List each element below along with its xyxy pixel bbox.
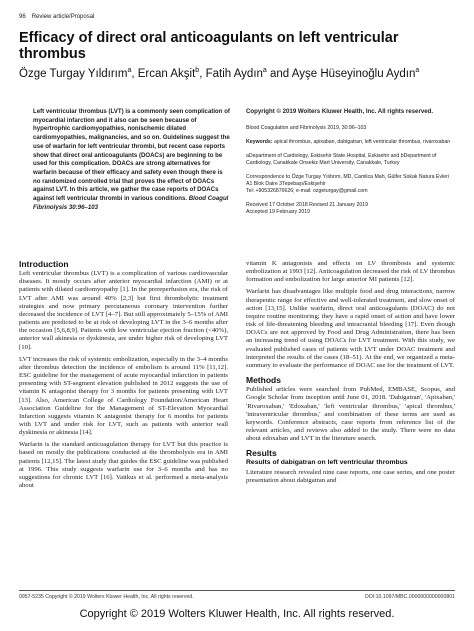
author-separator: , [199,67,206,80]
footer-rule [19,590,455,591]
keywords-label: Keywords: [246,138,273,145]
author-name: Fatih Aydın [205,67,263,80]
abstract-text: Left ventricular thrombus (LVT) is a commonly seen complication of myocardial infarction and it also can be seen because of hypertrophic cardiomyopathies, nonischemic dilated cardiomyopathies, malignancies, and so on. Guidelines suggest the use of warfarin for left ventricular thrombi, but recent case reports show that direct oral anticoagulants (DOACs) are beginning to be used for this complication. DOACs are strong alternatives for warfarin because of their efficacy and safety even though there is no randomized controlled trial that proves the effect of DOACs against LVT. In this article, we gather the case reports of DOACs against left ventricular thrombi in various conditions. [33,108,230,203]
author-name: Ayşe Hüseyinoğlu Aydın [291,67,416,80]
running-header [19,14,94,20]
contact-line: Tel: +905326876626; e-mail: ozgeturgay@gmail.com [246,187,368,194]
section-heading: Methods [246,375,281,386]
left-column [19,260,228,494]
section-heading: Results [246,448,277,459]
keywords [246,139,456,146]
author-affiliation-mark: a [262,67,267,74]
paragraph: Literature research revealed nine case reports, one case series, and one poster presentation about dabigatran and [246,468,455,484]
author-affiliation-mark: a [415,67,420,74]
accepted-date: Accepted 19 February 2019 [246,208,311,215]
author-affiliation-mark: a [127,67,132,74]
author-separator: and [266,67,292,80]
affiliations: aDepartment of Cardiology, Eskisehir State Hospital, Eskisehir and bDepartment of Cardiology, Canakkale Onsekiz Mart University, Canakkale, Turkey [246,152,437,166]
author-affiliation-mark: b [195,67,200,74]
paragraph: Warfarin has disadvantages like multiple food and drug interactions, narrow therapeutic range for effective and well-tolerated treatment, and slow onset of action [13,15]. Unlike warfarin, direct oral anticoagulants (DOAC) do not require routine monitoring; they have a rapid onset of action and have lower risk of life-threatening bleeding and intracranial bleeding [17]. Even though DOACs are not approved by Food and Drug Administration, there has been an increasing trend of using DOACs for LVT treatment. With this study, we evaluated published cases of patients with LVT under DOAC treatment and interpreted the results of the cases (18–51). At the end, we organized a meta-summary to evaluate the performance of DOAC use for the treatment of LVT. [246,288,455,369]
article-title: Efficacy of direct oral anticoagulants on left ventricular thrombus [19,30,399,62]
page-number: 96 [19,14,26,20]
paragraph: LVT increases the risk of systemic embolization, especially in the 3–4 months after thrombus detection the incidence of embolism is around 11% [11,12]. ESC guideline for the management of acute myocardial infarction in patients presenting with ST-segment elevation published in 2012 suggests the use of vitamin K antagonist therapy for 3 months for patients presenting with LVT [13]. Also, American College of Cardiology Foundation/American Heart Association Guideline for the Management of ST-Elevation Myocardial Infarction suggests vitamin K antagonist therapy for 6 months for patients with LVT and under risk for LVT, such as patients with anterior wall dyskinesia or akinesia [14]. [19,355,228,437]
paragraph: Published articles were searched from PubMed, EMBASE, Scopus, and Google Scholar from inception until June 01, 2018. 'Dabigatran', 'Apixaban,' 'Rivaroxaban,' 'Edoxaban,' 'left ventricular thrombus,' 'apical thrombus,' 'intraventricular thrombus,' and combination of these terms are used as keywords. Conference abstracts, case reports from reference list of the relevant articles, and reviews also added to the study. There were no data about edoxaban and LVT in the literature search. [246,386,455,443]
author-name: Ercan Akşit [137,67,196,80]
correspondence: Correspondence to Özge Turgay Yıldırım, MD, Camlica Mah, Gülfer Sokak Natura Evleri A1 Blok Daire 3Tepebaşı/Eskişehir [246,173,449,187]
issn-line: 0957-5235 Copyright © 2019 Wolters Kluwer Health, Inc. All rights reserved. [19,594,194,600]
author-list [19,64,459,81]
copyright-watermark: Copyright © 2019 Wolters Kluwer Health, Inc. All rights reserved. [79,608,395,620]
paragraph: vitamin K antagonists and effects on LV thrombosis and systemic embolization at 1993 [12]. Anticoagulation decreased the risk of LV thrombus formation and embolization for large anterior MI patients [12]. [246,260,455,284]
article-metadata [246,108,456,216]
subsection-heading: Results of dabigatran on left ventricular thrombus [246,459,408,467]
running-title: Review article/Proposal [31,14,95,20]
section-heading: Introduction [19,259,69,269]
received-date: Received 17 October 2018 Revised 21 January 2019 [246,201,368,208]
author-name: Özge Turgay Yıldırım [19,67,128,80]
journal-citation: Blood Coagulation and Fibrinolysis 2019, 30:96–103 [246,124,367,131]
abstract-citation: Blood Coagul Fibrinolysis 30:96–103 [33,195,229,211]
right-column [246,260,455,489]
paragraph: Left ventricular thrombus (LVT) is a complication of various cardiovascular diseases. It mostly occurs after anterior myocardial infarction (AMI) or at patients with dilated cardiomyopathy [1]. In the prereperfusion era, the risk of LVT after AMI was around 40% [2,3] but first thrombolytic treatment strategies and now primary percutaneous coronary intervention further decreased the incidence of LVT [4–7]. But still approximately 5–15% of AMI patients are predicted to be at risk of developing LVT in the 3–6 months after the occasion [5,6,8,9]. Patients with low ventricular ejection fraction (<40%), anterior wall akinesia or dyskinesia, are under higher risk of developing LVT [10]. [19,270,228,351]
abstract [33,108,231,212]
author-separator: , [131,67,138,80]
doi-link[interactable]: DOI:10.1097/MBC.0000000000000801 [365,594,455,600]
paragraph: Warfarin is the standard anticoagulation therapy for LVT but this practice is based on mostly the publications conducted at the thrombolysis era in AMI patients [12,15]. The latest study that guides the ESC guideline was published at 1996. This study suggests warfarin use for 3–6 months and has no suggestions for chronic LVT [16]. Vaitkus et al. performed a meta-analysis about [19,441,228,490]
keywords-text: apical thrombus, apixaban, dabigatran, left ventricular thrombus, rivaroxaban [273,138,451,145]
copyright-notice: Copyright © 2019 Wolters Kluwer Health, Inc. All rights reserved. [246,108,434,115]
